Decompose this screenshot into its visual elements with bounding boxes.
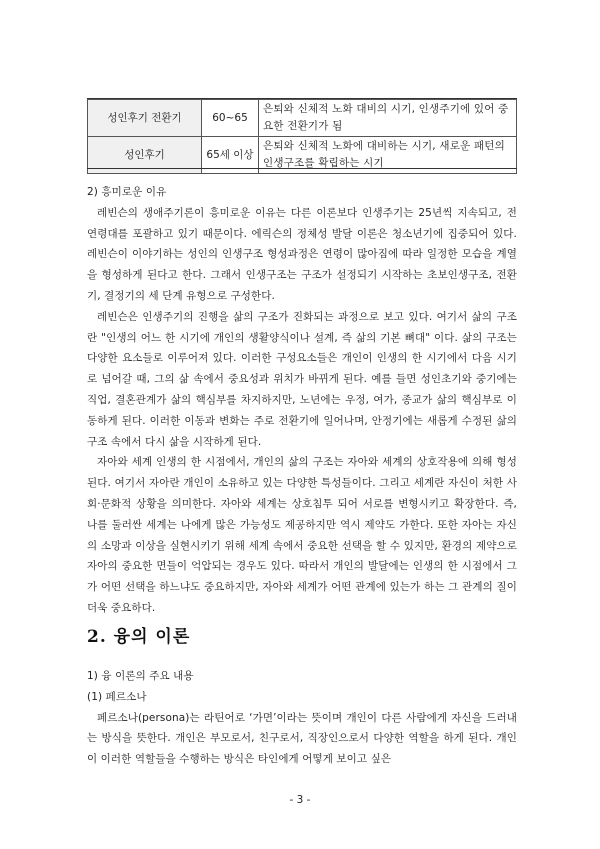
body-paragraph: 자아와 세계 인생의 한 시점에서, 개인의 삶의 구조는 자아와 세계의 상호작용에 의해 형성된다. 여기서 자아란 개인이 소유하고 있는 다양한 특성들이다. 그리고 세계란 자신이 처한 사회·문화적 상황을 의미한다. 자아와 세계는 상호침투 되어 서로를 변형시키고 확장한다. 즉, 나를 둘러싼 세계는 나에게 많은 가능성도 제공하지만 역시 제약도 가한다. 또한 자아는 자신의 소망과 이상을 실현시키기 위해 세계 속에서 중요한 선택을 할 수 있지만, 환경의 제약으로 자아의 중요한 면들이 억압되는 경우도 있다. 따라서 개인의 발달에는 인생의 한 시점에서 그가 어떤 선택을 하느냐도 중요하지만, 자아와 세계가 어떤 관계에 있는가 하는 그 관계의 질이 더욱 중요하다. (87, 456, 517, 614)
section-heading: 2) 흥미로운 이유 (87, 186, 167, 198)
body-paragraph: 페르소나(persona)는 라틴어로 ‘가면’이라는 뜻이며 개인이 다른 사람에게 자신을 드러내는 방식을 뜻한다. 개인은 부모로서, 친구로서, 직장인으로서 다양한 역할을 하게 된다. 개인이 이러한 역할들을 수행하는 방식은 타인에게 어떻게 보이고 싶은 (87, 711, 517, 766)
stage-name-cell: 성인후기 전환기 (88, 100, 202, 137)
table-row (88, 100, 517, 137)
stage-description-cell: 은퇴와 신체적 노화에 대비하는 시기, 새로운 패턴의 인생구조를 확립하는 시기 (259, 137, 517, 174)
section-jung-theory (87, 666, 517, 770)
body-paragraph: 레빈슨의 생애주기론이 흥미로운 이유는 다른 이론보다 인생주기는 25년씩 지속되고, 전 연령대를 포괄하고 있기 때문이다. 에릭슨의 정체성 발달 이론은 청소년기에 집중되어 있다. 레빈슨이 이야기하는 성인의 인생구조 형성과정은 연령이 많아짐에 따라 일정한 모습을 계열을 형성하게 된다고 한다. 그래서 인생구조는 구조가 설정되기 시작하는 초보인생구조, 전환기, 결정기의 세 단계 유형으로 구성한다. (87, 206, 517, 302)
section-heading: 1) 융 이론의 주요 내용 (87, 670, 194, 682)
body-paragraph: 레빈슨은 인생주기의 진행을 삶의 구조가 진화되는 과정으로 보고 있다. 여기서 삶의 구조란 "인생의 어느 한 시기에 개인의 생활양식이나 설계, 즉 삶의 기본 뼈대" 이다. 삶의 구조는 다양한 요소들로 이루어져 있다. 이러한 구성요소들은 개인이 인생의 한 시기에서 다음 시기로 넘어갈 때, 그의 삶 속에서 중요성과 위치가 바뀌게 된다. 예를 들면 성인초기와 중기에는 직업, 결혼관계가 삶의 핵심부를 차지하지만, 노년에는 우정, 여가, 종교가 삶의 핵심부로 이동하게 된다. 이러한 이동과 변화는 주로 전환기에 일어나며, 안정기에는 새롭게 수정된 삶의 구조 속에서 다시 삶을 시작하게 된다. (87, 310, 517, 448)
page-number: - 3 - (289, 794, 311, 806)
section-interesting-reason (87, 182, 517, 619)
age-range-cell: 60~65 (202, 100, 259, 137)
subsection-heading: (1) 페르소나 (87, 690, 147, 703)
chapter-title: 2. 융의 이론 (87, 627, 191, 647)
age-range-cell: 65세 이상 (202, 137, 259, 174)
stage-description-cell: 은퇴와 신체적 노화 대비의 시기, 인생주기에 있어 중요한 전환기가 됨 (259, 100, 517, 137)
table-bottom-rule (87, 168, 517, 169)
stage-name-cell: 성인후기 (88, 137, 202, 174)
life-stage-table (87, 99, 517, 174)
